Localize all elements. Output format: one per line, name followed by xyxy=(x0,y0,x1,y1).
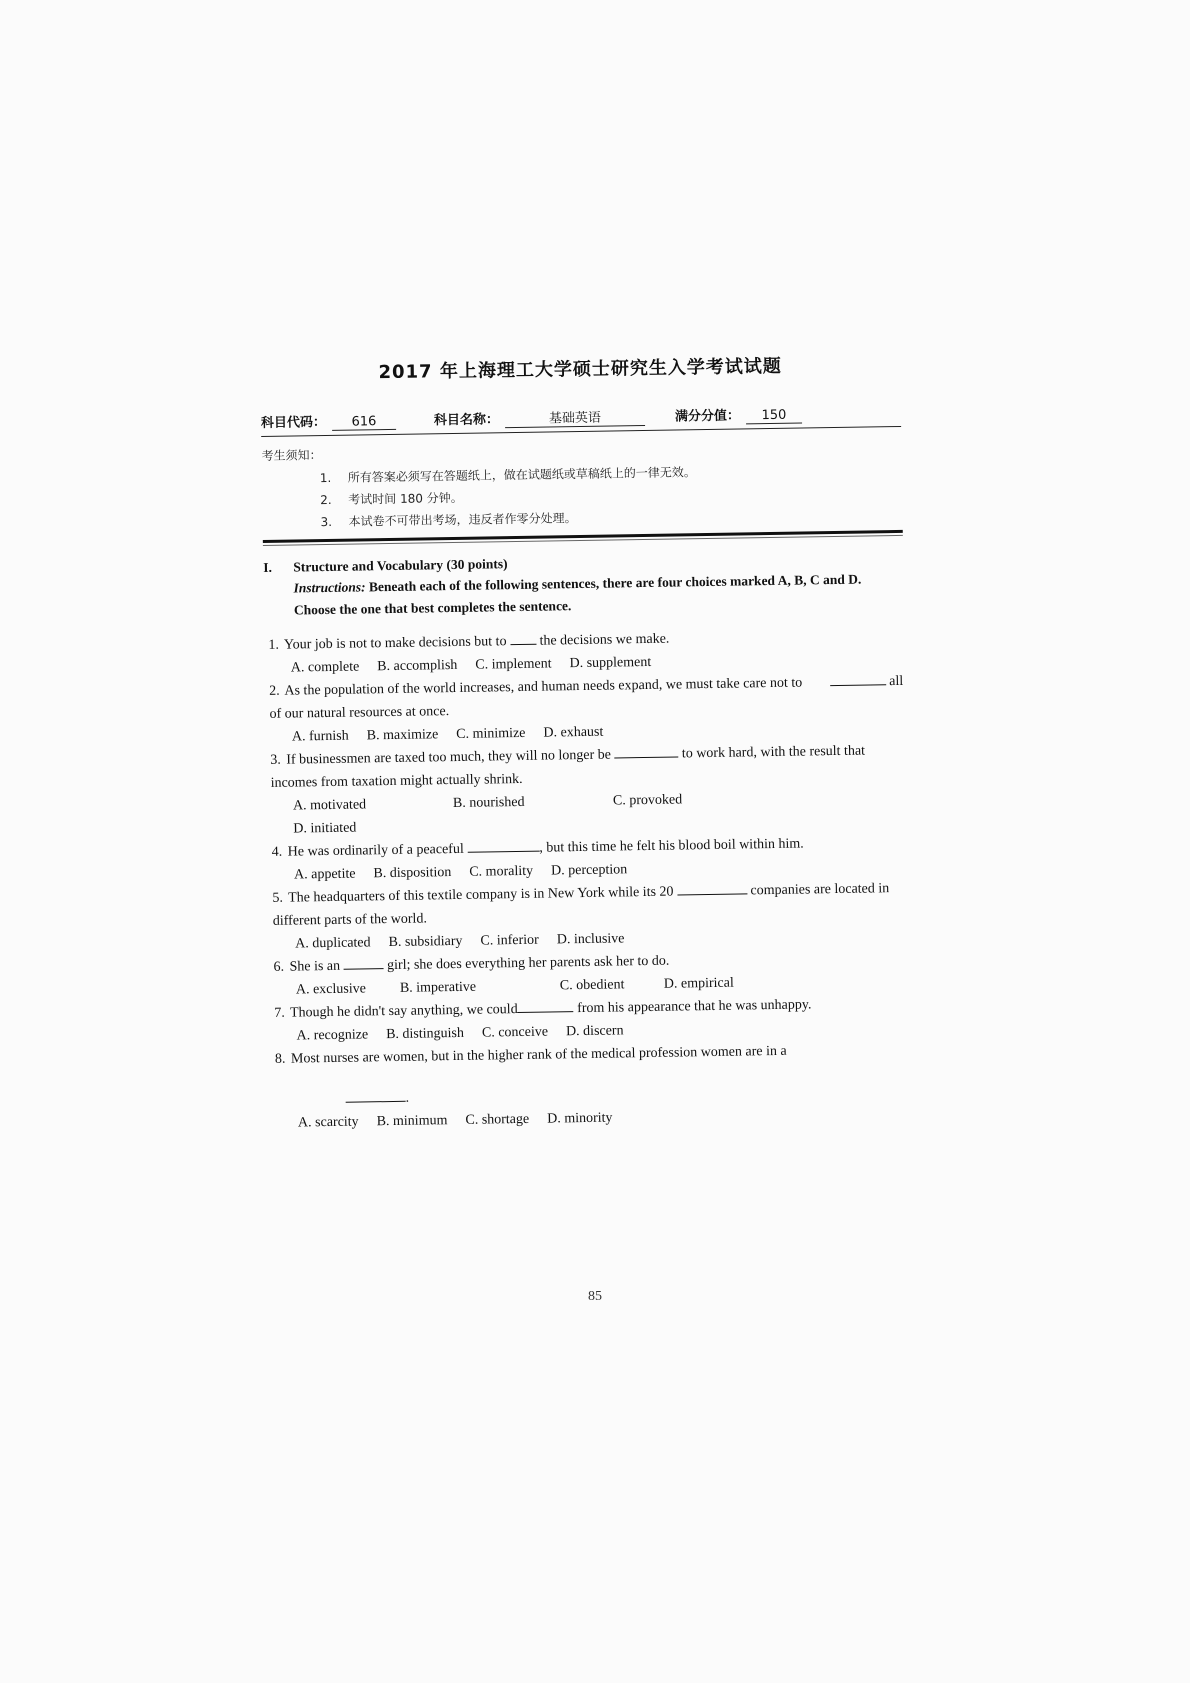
option: D. exhaust xyxy=(543,724,604,741)
question-text-before: The headquarters of this textile company is in New York while its 20 xyxy=(288,884,674,906)
option: B. minimum xyxy=(376,1113,448,1130)
option: D. perception xyxy=(550,862,628,879)
option: C. provoked xyxy=(612,792,683,809)
option: C. implement xyxy=(475,656,552,673)
answer-blank xyxy=(343,954,383,970)
question-list xyxy=(264,624,912,1135)
exam-sheet xyxy=(260,350,912,1135)
page-number: 85 xyxy=(588,1289,602,1304)
option: A. complete xyxy=(290,659,360,676)
option: B. disposition xyxy=(373,865,452,882)
section-instructions xyxy=(263,568,904,622)
question-item xyxy=(265,670,906,749)
subject-code-value: 616 xyxy=(332,415,396,431)
option: D. initiated xyxy=(293,820,357,837)
answer-blank xyxy=(467,837,539,853)
option: D. discern xyxy=(565,1023,624,1040)
question-number: 8. xyxy=(274,1051,286,1067)
question-number: 2. xyxy=(269,683,280,699)
question-item xyxy=(268,877,909,956)
question-number: 1. xyxy=(268,637,280,653)
option: A. appetite xyxy=(293,866,356,883)
question-number: 3. xyxy=(270,752,281,768)
option: A. motivated xyxy=(292,797,367,814)
question-text-before: He was ordinarily of a peaceful xyxy=(287,841,464,860)
option: D. minority xyxy=(547,1110,613,1127)
option: D. supplement xyxy=(569,654,652,672)
option: B. nourished xyxy=(452,794,525,812)
question-number: 6. xyxy=(273,959,285,975)
notice-item-number: 2. xyxy=(320,492,332,508)
subject-name-label: 科目名称： xyxy=(433,412,500,429)
full-score-label: 满分分值： xyxy=(674,408,741,425)
section-number: I. xyxy=(263,559,273,575)
option: B. subsidiary xyxy=(388,933,463,951)
exam-title: 2017 年上海理工大学硕士研究生入学考试试题 xyxy=(378,355,783,384)
subject-info-row xyxy=(261,402,901,437)
answer-blank xyxy=(614,742,678,758)
question-text-after: . xyxy=(405,1090,410,1106)
option: C. minimize xyxy=(456,725,526,742)
question-text-after: from his appearance that he was unhappy. xyxy=(577,997,812,1017)
question-number: 7. xyxy=(274,1005,285,1021)
question-number: 4. xyxy=(271,844,283,860)
question-text-after: girl; she does everything her parents ask her to do. xyxy=(386,953,670,974)
notice-title: 考生须知： xyxy=(261,448,322,463)
option: C. conceive xyxy=(481,1024,549,1041)
question-text-before: Your job is not to make decisions but to xyxy=(283,634,507,653)
question-text-before: Most nurses are women, but in the higher rank of the medical profession women are in a xyxy=(290,1043,787,1067)
option: A. scarcity xyxy=(297,1114,359,1131)
subject-code-label: 科目代码： xyxy=(260,414,327,431)
option: D. inclusive xyxy=(556,931,625,948)
question-text-after: to work hard, with the result that incomes from taxation might actually shrink. xyxy=(270,743,866,791)
instructions-label: Instructions: xyxy=(293,579,366,596)
option: C. shortage xyxy=(465,1111,530,1128)
answer-blank xyxy=(345,1087,405,1103)
question-text-after: all of our natural resources at once. xyxy=(269,673,904,722)
question-text-after: the decisions we make. xyxy=(539,631,670,649)
question-item xyxy=(266,739,907,841)
option: C. obedient xyxy=(559,977,625,994)
candidate-notice xyxy=(261,437,902,534)
option: B. accomplish xyxy=(377,657,458,675)
question-stem xyxy=(271,1038,912,1112)
option: A. furnish xyxy=(291,728,349,745)
option: A. recognize xyxy=(296,1027,369,1044)
question-text-before: If businessmen are taxed too much, they will no longer be xyxy=(286,747,612,768)
answer-blank xyxy=(517,997,573,1013)
instructions-text: Beneath each of the following sentences, there are four choices marked A, B, C and D. Choose the one that best completes the sentence. xyxy=(293,571,862,618)
section-structure-vocabulary xyxy=(263,550,904,622)
full-score-value: 150 xyxy=(746,408,802,424)
notice-item-text: 所有答案必须写在答题纸上，做在试题纸或草稿纸上的一律无效。 xyxy=(347,465,696,485)
answer-blank xyxy=(677,879,747,895)
option: A. exclusive xyxy=(295,981,366,998)
option: B. imperative xyxy=(399,979,477,996)
option: D. empirical xyxy=(663,975,734,992)
option: B. maximize xyxy=(366,727,439,744)
section-title: Structure and Vocabulary (30 points) xyxy=(293,556,508,575)
answer-blank xyxy=(830,670,886,686)
question-text-after: companies are located in different parts of the world. xyxy=(272,881,890,929)
notice-item-text: 本试卷不可带出考场，违反者作零分处理。 xyxy=(348,511,577,529)
notice-item-number: 3. xyxy=(320,514,333,530)
question-item xyxy=(271,1038,912,1135)
question-text-before: She is an xyxy=(289,958,341,975)
option: C. inferior xyxy=(480,932,539,949)
subject-name-value: 基础英语 xyxy=(505,411,645,428)
option: A. duplicated xyxy=(295,935,371,952)
option: B. distinguish xyxy=(386,1025,465,1043)
question-text-before: Though he didn't say anything, we could xyxy=(289,1002,518,1021)
question-text-after: , but this time he felt his blood boil within him. xyxy=(539,836,804,856)
option: C. morality xyxy=(469,863,534,880)
notice-item-text: 考试时间 180 分钟。 xyxy=(348,490,463,507)
notice-item-number: 1. xyxy=(319,470,332,486)
answer-blank xyxy=(510,630,536,645)
question-text-before: As the population of the world increases, and human needs expand, we must take care not to xyxy=(284,675,803,699)
question-number: 5. xyxy=(272,890,284,906)
